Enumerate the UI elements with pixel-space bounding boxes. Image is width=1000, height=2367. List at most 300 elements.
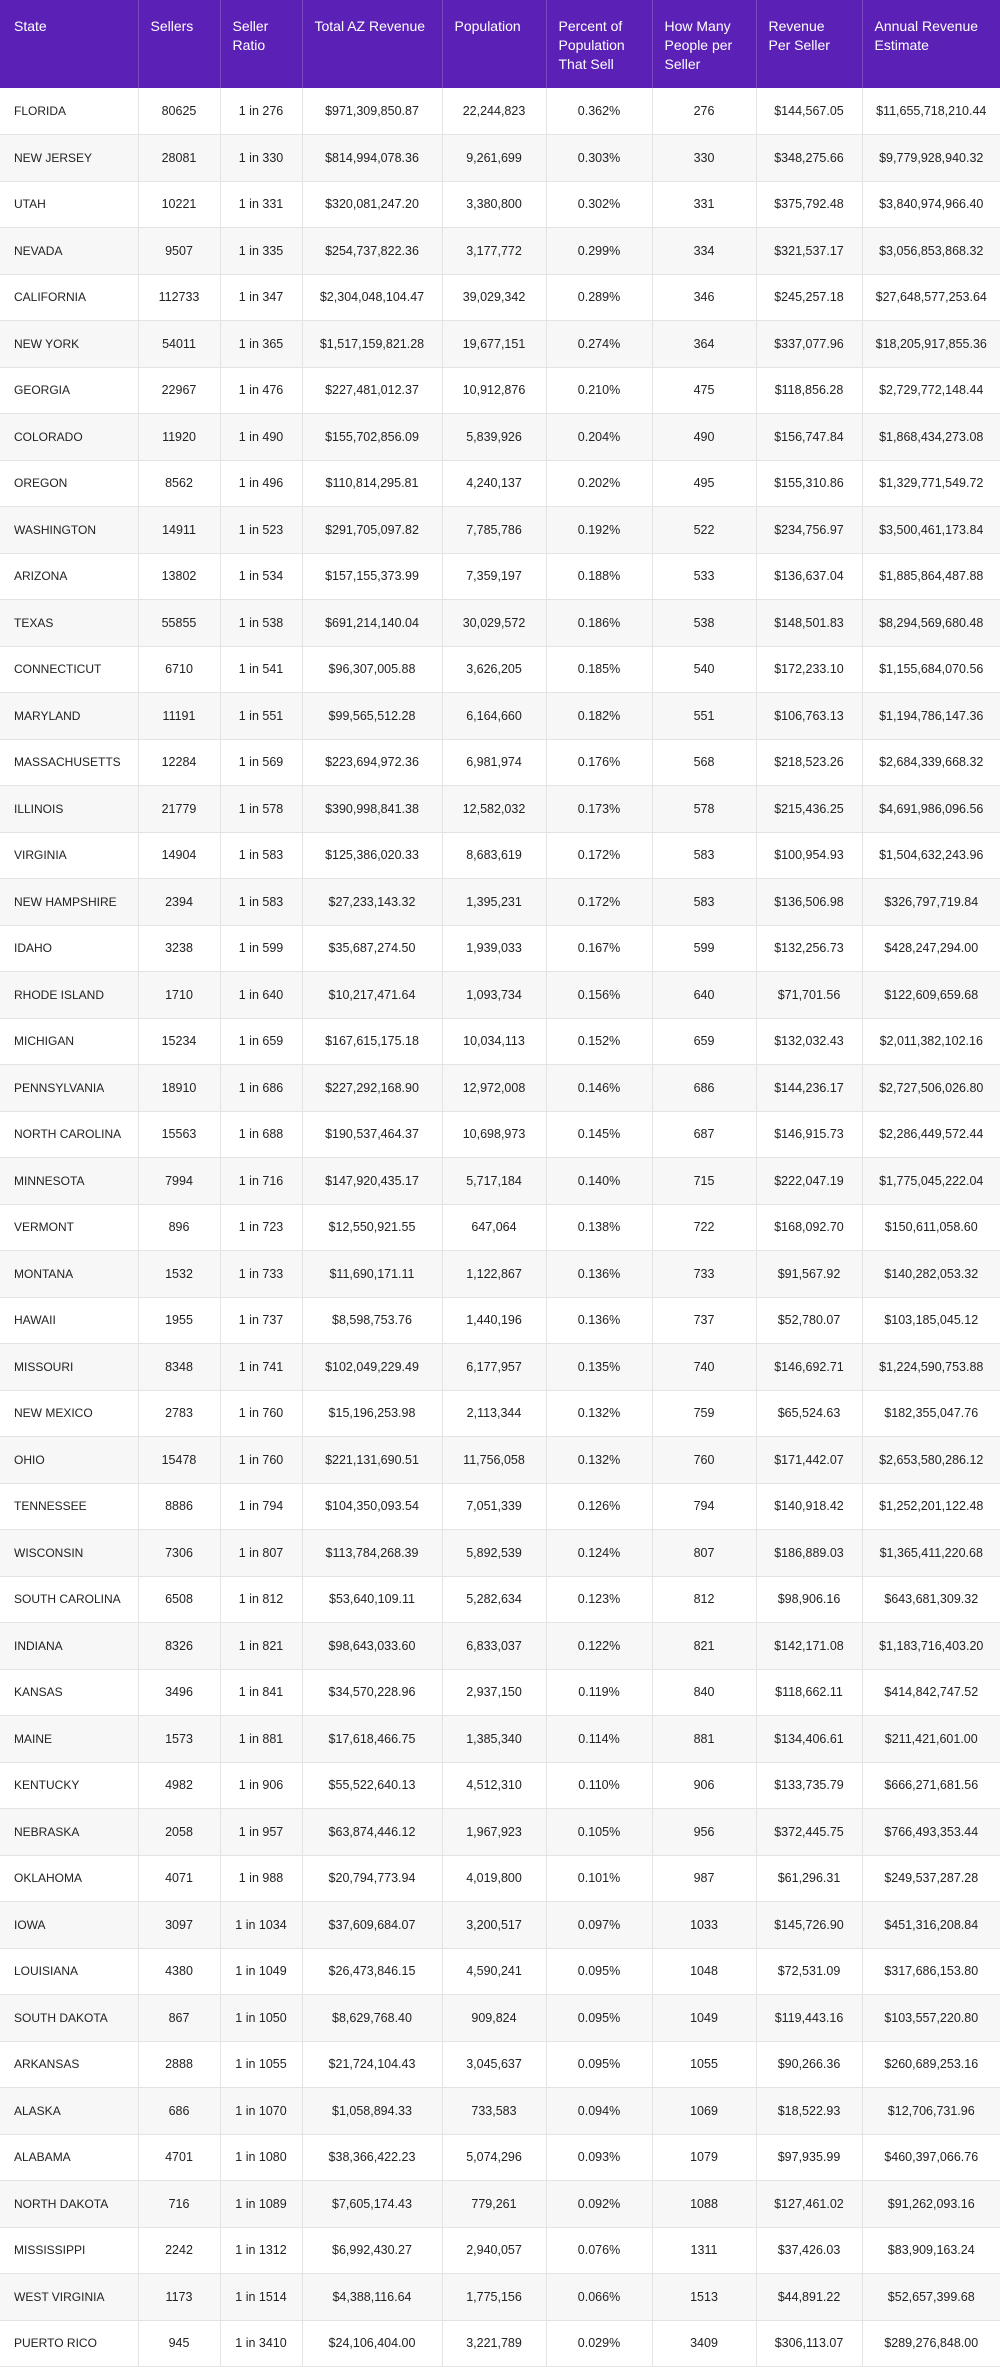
cell-sellers: 4982 — [138, 1762, 220, 1809]
header-population: Population — [442, 0, 546, 88]
cell-revenue-per-seller: $348,275.66 — [756, 135, 862, 182]
cell-seller-ratio: 1 in 1050 — [220, 1995, 302, 2042]
cell-annual-revenue-estimate: $182,355,047.76 — [862, 1390, 1000, 1437]
cell-percent-population-sell: 0.167% — [546, 925, 652, 972]
table-row — [0, 507, 1000, 554]
cell-population: 3,200,517 — [442, 1902, 546, 1949]
header-seller-ratio: Seller Ratio — [220, 0, 302, 88]
cell-sellers: 54011 — [138, 321, 220, 368]
cell-population: 6,177,957 — [442, 1344, 546, 1391]
cell-percent-population-sell: 0.210% — [546, 367, 652, 414]
cell-seller-ratio: 1 in 659 — [220, 1018, 302, 1065]
cell-sellers: 8326 — [138, 1623, 220, 1670]
cell-revenue-per-seller: $171,442.07 — [756, 1437, 862, 1484]
cell-seller-ratio: 1 in 906 — [220, 1762, 302, 1809]
cell-people-per-seller: 794 — [652, 1483, 756, 1530]
cell-percent-population-sell: 0.152% — [546, 1018, 652, 1065]
table-row — [0, 274, 1000, 321]
cell-total-az-revenue: $8,629,768.40 — [302, 1995, 442, 2042]
cell-population: 12,972,008 — [442, 1065, 546, 1112]
cell-percent-population-sell: 0.029% — [546, 2320, 652, 2367]
cell-revenue-per-seller: $337,077.96 — [756, 321, 862, 368]
table-row — [0, 832, 1000, 879]
cell-people-per-seller: 807 — [652, 1530, 756, 1577]
cell-people-per-seller: 495 — [652, 460, 756, 507]
table-row — [0, 414, 1000, 461]
cell-sellers: 14904 — [138, 832, 220, 879]
table-row — [0, 181, 1000, 228]
cell-annual-revenue-estimate: $428,247,294.00 — [862, 925, 1000, 972]
cell-sellers: 15478 — [138, 1437, 220, 1484]
cell-annual-revenue-estimate: $1,885,864,487.88 — [862, 553, 1000, 600]
table-row — [0, 1995, 1000, 2042]
cell-annual-revenue-estimate: $122,609,659.68 — [862, 972, 1000, 1019]
cell-people-per-seller: 740 — [652, 1344, 756, 1391]
cell-state: WISCONSIN — [0, 1530, 138, 1577]
cell-population: 4,590,241 — [442, 1948, 546, 1995]
table-row — [0, 1251, 1000, 1298]
cell-seller-ratio: 1 in 1080 — [220, 2134, 302, 2181]
cell-revenue-per-seller: $44,891.22 — [756, 2274, 862, 2321]
cell-annual-revenue-estimate: $1,252,201,122.48 — [862, 1483, 1000, 1530]
cell-revenue-per-seller: $52,780.07 — [756, 1297, 862, 1344]
cell-revenue-per-seller: $146,692.71 — [756, 1344, 862, 1391]
table-row — [0, 1204, 1000, 1251]
table-row — [0, 321, 1000, 368]
cell-sellers: 13802 — [138, 553, 220, 600]
cell-total-az-revenue: $390,998,841.38 — [302, 786, 442, 833]
cell-percent-population-sell: 0.202% — [546, 460, 652, 507]
table-row — [0, 972, 1000, 1019]
cell-revenue-per-seller: $106,763.13 — [756, 693, 862, 740]
cell-percent-population-sell: 0.135% — [546, 1344, 652, 1391]
cell-total-az-revenue: $20,794,773.94 — [302, 1855, 442, 1902]
header-state: State — [0, 0, 138, 88]
cell-sellers: 2394 — [138, 879, 220, 926]
cell-total-az-revenue: $35,687,274.50 — [302, 925, 442, 972]
cell-revenue-per-seller: $61,296.31 — [756, 1855, 862, 1902]
cell-seller-ratio: 1 in 1312 — [220, 2227, 302, 2274]
cell-revenue-per-seller: $144,236.17 — [756, 1065, 862, 1112]
cell-annual-revenue-estimate: $18,205,917,855.36 — [862, 321, 1000, 368]
table-row — [0, 1902, 1000, 1949]
cell-people-per-seller: 331 — [652, 181, 756, 228]
cell-total-az-revenue: $147,920,435.17 — [302, 1158, 442, 1205]
cell-annual-revenue-estimate: $451,316,208.84 — [862, 1902, 1000, 1949]
cell-seller-ratio: 1 in 583 — [220, 879, 302, 926]
cell-total-az-revenue: $155,702,856.09 — [302, 414, 442, 461]
cell-percent-population-sell: 0.094% — [546, 2088, 652, 2135]
cell-total-az-revenue: $99,565,512.28 — [302, 693, 442, 740]
cell-sellers: 867 — [138, 1995, 220, 2042]
cell-seller-ratio: 1 in 988 — [220, 1855, 302, 1902]
cell-revenue-per-seller: $133,735.79 — [756, 1762, 862, 1809]
cell-population: 5,892,539 — [442, 1530, 546, 1577]
cell-sellers: 6508 — [138, 1576, 220, 1623]
cell-people-per-seller: 533 — [652, 553, 756, 600]
cell-revenue-per-seller: $155,310.86 — [756, 460, 862, 507]
header-total-az-revenue: Total AZ Revenue — [302, 0, 442, 88]
table-row — [0, 1344, 1000, 1391]
cell-seller-ratio: 1 in 1070 — [220, 2088, 302, 2135]
cell-seller-ratio: 1 in 686 — [220, 1065, 302, 1112]
cell-people-per-seller: 475 — [652, 367, 756, 414]
cell-seller-ratio: 1 in 1049 — [220, 1948, 302, 1995]
cell-state: FLORIDA — [0, 88, 138, 135]
cell-total-az-revenue: $190,537,464.37 — [302, 1111, 442, 1158]
cell-percent-population-sell: 0.095% — [546, 2041, 652, 2088]
cell-population: 4,240,137 — [442, 460, 546, 507]
cell-sellers: 7306 — [138, 1530, 220, 1577]
cell-sellers: 11920 — [138, 414, 220, 461]
cell-seller-ratio: 1 in 523 — [220, 507, 302, 554]
cell-total-az-revenue: $24,106,404.00 — [302, 2320, 442, 2367]
cell-revenue-per-seller: $132,032.43 — [756, 1018, 862, 1065]
cell-revenue-per-seller: $98,906.16 — [756, 1576, 862, 1623]
cell-revenue-per-seller: $306,113.07 — [756, 2320, 862, 2367]
cell-annual-revenue-estimate: $317,686,153.80 — [862, 1948, 1000, 1995]
table-row — [0, 1065, 1000, 1112]
cell-sellers: 15563 — [138, 1111, 220, 1158]
cell-population: 5,717,184 — [442, 1158, 546, 1205]
cell-people-per-seller: 687 — [652, 1111, 756, 1158]
cell-people-per-seller: 540 — [652, 646, 756, 693]
cell-annual-revenue-estimate: $3,840,974,966.40 — [862, 181, 1000, 228]
cell-percent-population-sell: 0.302% — [546, 181, 652, 228]
cell-annual-revenue-estimate: $2,729,772,148.44 — [862, 367, 1000, 414]
cell-population: 2,113,344 — [442, 1390, 546, 1437]
cell-people-per-seller: 759 — [652, 1390, 756, 1437]
cell-annual-revenue-estimate: $3,056,853,868.32 — [862, 228, 1000, 275]
cell-people-per-seller: 522 — [652, 507, 756, 554]
cell-sellers: 2242 — [138, 2227, 220, 2274]
cell-state: CONNECTICUT — [0, 646, 138, 693]
cell-percent-population-sell: 0.185% — [546, 646, 652, 693]
table-row — [0, 1158, 1000, 1205]
cell-total-az-revenue: $157,155,373.99 — [302, 553, 442, 600]
cell-seller-ratio: 1 in 578 — [220, 786, 302, 833]
cell-population: 3,221,789 — [442, 2320, 546, 2367]
cell-sellers: 8348 — [138, 1344, 220, 1391]
cell-seller-ratio: 1 in 807 — [220, 1530, 302, 1577]
cell-seller-ratio: 1 in 583 — [220, 832, 302, 879]
cell-percent-population-sell: 0.095% — [546, 1995, 652, 2042]
cell-seller-ratio: 1 in 551 — [220, 693, 302, 740]
cell-population: 1,440,196 — [442, 1297, 546, 1344]
cell-people-per-seller: 956 — [652, 1809, 756, 1856]
cell-sellers: 2888 — [138, 2041, 220, 2088]
cell-revenue-per-seller: $234,756.97 — [756, 507, 862, 554]
table-row — [0, 1716, 1000, 1763]
cell-people-per-seller: 330 — [652, 135, 756, 182]
cell-state: MISSOURI — [0, 1344, 138, 1391]
cell-population: 1,775,156 — [442, 2274, 546, 2321]
cell-seller-ratio: 1 in 794 — [220, 1483, 302, 1530]
cell-seller-ratio: 1 in 841 — [220, 1669, 302, 1716]
cell-seller-ratio: 1 in 331 — [220, 181, 302, 228]
cell-revenue-per-seller: $119,443.16 — [756, 1995, 862, 2042]
cell-state: KANSAS — [0, 1669, 138, 1716]
cell-total-az-revenue: $102,049,229.49 — [302, 1344, 442, 1391]
cell-state: ILLINOIS — [0, 786, 138, 833]
cell-population: 5,839,926 — [442, 414, 546, 461]
table-row — [0, 553, 1000, 600]
cell-sellers: 18910 — [138, 1065, 220, 1112]
cell-state: COLORADO — [0, 414, 138, 461]
table-row — [0, 879, 1000, 926]
cell-state: SOUTH CAROLINA — [0, 1576, 138, 1623]
cell-annual-revenue-estimate: $326,797,719.84 — [862, 879, 1000, 926]
cell-population: 8,683,619 — [442, 832, 546, 879]
cell-seller-ratio: 1 in 1055 — [220, 2041, 302, 2088]
cell-revenue-per-seller: $245,257.18 — [756, 274, 862, 321]
cell-state: ARKANSAS — [0, 2041, 138, 2088]
cell-people-per-seller: 568 — [652, 739, 756, 786]
cell-state: GEORGIA — [0, 367, 138, 414]
cell-revenue-per-seller: $136,637.04 — [756, 553, 862, 600]
cell-percent-population-sell: 0.138% — [546, 1204, 652, 1251]
cell-revenue-per-seller: $37,426.03 — [756, 2227, 862, 2274]
cell-sellers: 2783 — [138, 1390, 220, 1437]
table-row — [0, 1111, 1000, 1158]
cell-sellers: 4701 — [138, 2134, 220, 2181]
cell-annual-revenue-estimate: $140,282,053.32 — [862, 1251, 1000, 1298]
cell-state: INDIANA — [0, 1623, 138, 1670]
cell-seller-ratio: 1 in 365 — [220, 321, 302, 368]
cell-people-per-seller: 3409 — [652, 2320, 756, 2367]
cell-population: 10,034,113 — [442, 1018, 546, 1065]
cell-sellers: 686 — [138, 2088, 220, 2135]
cell-seller-ratio: 1 in 330 — [220, 135, 302, 182]
cell-population: 30,029,572 — [442, 600, 546, 647]
cell-population: 3,626,205 — [442, 646, 546, 693]
cell-population: 11,756,058 — [442, 1437, 546, 1484]
cell-total-az-revenue: $10,217,471.64 — [302, 972, 442, 1019]
cell-sellers: 55855 — [138, 600, 220, 647]
cell-people-per-seller: 346 — [652, 274, 756, 321]
cell-annual-revenue-estimate: $103,185,045.12 — [862, 1297, 1000, 1344]
cell-total-az-revenue: $15,196,253.98 — [302, 1390, 442, 1437]
table-row — [0, 739, 1000, 786]
cell-people-per-seller: 659 — [652, 1018, 756, 1065]
cell-total-az-revenue: $37,609,684.07 — [302, 1902, 442, 1949]
cell-sellers: 9507 — [138, 228, 220, 275]
cell-annual-revenue-estimate: $3,500,461,173.84 — [862, 507, 1000, 554]
cell-percent-population-sell: 0.119% — [546, 1669, 652, 1716]
cell-annual-revenue-estimate: $460,397,066.76 — [862, 2134, 1000, 2181]
cell-sellers: 11191 — [138, 693, 220, 740]
cell-population: 10,912,876 — [442, 367, 546, 414]
cell-people-per-seller: 1069 — [652, 2088, 756, 2135]
cell-total-az-revenue: $227,292,168.90 — [302, 1065, 442, 1112]
cell-seller-ratio: 1 in 737 — [220, 1297, 302, 1344]
cell-population: 1,967,923 — [442, 1809, 546, 1856]
cell-population: 19,677,151 — [442, 321, 546, 368]
cell-percent-population-sell: 0.188% — [546, 553, 652, 600]
cell-total-az-revenue: $63,874,446.12 — [302, 1809, 442, 1856]
cell-people-per-seller: 364 — [652, 321, 756, 368]
cell-sellers: 1573 — [138, 1716, 220, 1763]
cell-percent-population-sell: 0.124% — [546, 1530, 652, 1577]
cell-seller-ratio: 1 in 957 — [220, 1809, 302, 1856]
cell-population: 3,045,637 — [442, 2041, 546, 2088]
cell-state: MISSISSIPPI — [0, 2227, 138, 2274]
cell-seller-ratio: 1 in 821 — [220, 1623, 302, 1670]
cell-total-az-revenue: $26,473,846.15 — [302, 1948, 442, 1995]
cell-seller-ratio: 1 in 640 — [220, 972, 302, 1019]
cell-state: ALABAMA — [0, 2134, 138, 2181]
cell-percent-population-sell: 0.303% — [546, 135, 652, 182]
cell-percent-population-sell: 0.105% — [546, 1809, 652, 1856]
cell-population: 1,093,734 — [442, 972, 546, 1019]
table-row — [0, 228, 1000, 275]
cell-seller-ratio: 1 in 476 — [220, 367, 302, 414]
table-row — [0, 786, 1000, 833]
cell-annual-revenue-estimate: $2,286,449,572.44 — [862, 1111, 1000, 1158]
cell-annual-revenue-estimate: $91,262,093.16 — [862, 2181, 1000, 2228]
cell-annual-revenue-estimate: $2,653,580,286.12 — [862, 1437, 1000, 1484]
cell-percent-population-sell: 0.093% — [546, 2134, 652, 2181]
cell-people-per-seller: 760 — [652, 1437, 756, 1484]
cell-sellers: 2058 — [138, 1809, 220, 1856]
cell-annual-revenue-estimate: $1,194,786,147.36 — [862, 693, 1000, 740]
cell-people-per-seller: 1079 — [652, 2134, 756, 2181]
cell-seller-ratio: 1 in 541 — [220, 646, 302, 693]
cell-revenue-per-seller: $168,092.70 — [756, 1204, 862, 1251]
cell-annual-revenue-estimate: $9,779,928,940.32 — [862, 135, 1000, 182]
cell-sellers: 15234 — [138, 1018, 220, 1065]
table-row — [0, 460, 1000, 507]
cell-annual-revenue-estimate: $27,648,577,253.64 — [862, 274, 1000, 321]
cell-seller-ratio: 1 in 347 — [220, 274, 302, 321]
cell-state: WASHINGTON — [0, 507, 138, 554]
table-row — [0, 1762, 1000, 1809]
cell-seller-ratio: 1 in 741 — [220, 1344, 302, 1391]
cell-total-az-revenue: $291,705,097.82 — [302, 507, 442, 554]
cell-revenue-per-seller: $97,935.99 — [756, 2134, 862, 2181]
cell-annual-revenue-estimate: $11,655,718,210.44 — [862, 88, 1000, 135]
cell-seller-ratio: 1 in 1089 — [220, 2181, 302, 2228]
cell-seller-ratio: 1 in 276 — [220, 88, 302, 135]
cell-population: 1,939,033 — [442, 925, 546, 972]
cell-revenue-per-seller: $222,047.19 — [756, 1158, 862, 1205]
cell-revenue-per-seller: $127,461.02 — [756, 2181, 862, 2228]
cell-state: PUERTO RICO — [0, 2320, 138, 2367]
cell-revenue-per-seller: $172,233.10 — [756, 646, 862, 693]
cell-annual-revenue-estimate: $289,276,848.00 — [862, 2320, 1000, 2367]
cell-percent-population-sell: 0.362% — [546, 88, 652, 135]
cell-percent-population-sell: 0.186% — [546, 600, 652, 647]
cell-state: RHODE ISLAND — [0, 972, 138, 1019]
cell-percent-population-sell: 0.176% — [546, 739, 652, 786]
cell-sellers: 1710 — [138, 972, 220, 1019]
cell-percent-population-sell: 0.299% — [546, 228, 652, 275]
cell-seller-ratio: 1 in 1514 — [220, 2274, 302, 2321]
cell-state: MINNESOTA — [0, 1158, 138, 1205]
cell-population: 2,937,150 — [442, 1669, 546, 1716]
cell-state: NORTH DAKOTA — [0, 2181, 138, 2228]
cell-state: KENTUCKY — [0, 1762, 138, 1809]
cell-annual-revenue-estimate: $83,909,163.24 — [862, 2227, 1000, 2274]
cell-annual-revenue-estimate: $766,493,353.44 — [862, 1809, 1000, 1856]
cell-people-per-seller: 490 — [652, 414, 756, 461]
cell-total-az-revenue: $11,690,171.11 — [302, 1251, 442, 1298]
cell-total-az-revenue: $223,694,972.36 — [302, 739, 442, 786]
cell-annual-revenue-estimate: $643,681,309.32 — [862, 1576, 1000, 1623]
cell-seller-ratio: 1 in 496 — [220, 460, 302, 507]
table-row — [0, 693, 1000, 740]
cell-seller-ratio: 1 in 723 — [220, 1204, 302, 1251]
cell-state: LOUISIANA — [0, 1948, 138, 1995]
cell-revenue-per-seller: $90,266.36 — [756, 2041, 862, 2088]
table-row — [0, 1018, 1000, 1065]
cell-annual-revenue-estimate: $249,537,287.28 — [862, 1855, 1000, 1902]
cell-percent-population-sell: 0.123% — [546, 1576, 652, 1623]
cell-population: 9,261,699 — [442, 135, 546, 182]
cell-state: IOWA — [0, 1902, 138, 1949]
cell-annual-revenue-estimate: $1,868,434,273.08 — [862, 414, 1000, 461]
cell-seller-ratio: 1 in 569 — [220, 739, 302, 786]
cell-population: 6,981,974 — [442, 739, 546, 786]
cell-percent-population-sell: 0.172% — [546, 832, 652, 879]
cell-percent-population-sell: 0.097% — [546, 1902, 652, 1949]
cell-sellers: 716 — [138, 2181, 220, 2228]
cell-people-per-seller: 599 — [652, 925, 756, 972]
cell-total-az-revenue: $971,309,850.87 — [302, 88, 442, 135]
cell-revenue-per-seller: $156,747.84 — [756, 414, 862, 461]
cell-percent-population-sell: 0.146% — [546, 1065, 652, 1112]
table-row — [0, 1809, 1000, 1856]
cell-annual-revenue-estimate: $150,611,058.60 — [862, 1204, 1000, 1251]
cell-people-per-seller: 840 — [652, 1669, 756, 1716]
cell-sellers: 28081 — [138, 135, 220, 182]
cell-percent-population-sell: 0.132% — [546, 1437, 652, 1484]
cell-people-per-seller: 583 — [652, 879, 756, 926]
table-row — [0, 135, 1000, 182]
cell-population: 779,261 — [442, 2181, 546, 2228]
cell-state: NORTH CAROLINA — [0, 1111, 138, 1158]
cell-sellers: 4071 — [138, 1855, 220, 1902]
cell-state: MARYLAND — [0, 693, 138, 740]
cell-annual-revenue-estimate: $414,842,747.52 — [862, 1669, 1000, 1716]
table-row — [0, 1669, 1000, 1716]
cell-total-az-revenue: $691,214,140.04 — [302, 600, 442, 647]
cell-population: 6,833,037 — [442, 1623, 546, 1670]
cell-percent-population-sell: 0.132% — [546, 1390, 652, 1437]
cell-annual-revenue-estimate: $1,155,684,070.56 — [862, 646, 1000, 693]
cell-state: UTAH — [0, 181, 138, 228]
cell-revenue-per-seller: $375,792.48 — [756, 181, 862, 228]
cell-people-per-seller: 987 — [652, 1855, 756, 1902]
cell-seller-ratio: 1 in 534 — [220, 553, 302, 600]
cell-revenue-per-seller: $372,445.75 — [756, 1809, 862, 1856]
table-row — [0, 1576, 1000, 1623]
cell-sellers: 12284 — [138, 739, 220, 786]
cell-population: 4,512,310 — [442, 1762, 546, 1809]
cell-percent-population-sell: 0.092% — [546, 2181, 652, 2228]
cell-sellers: 6710 — [138, 646, 220, 693]
cell-annual-revenue-estimate: $260,689,253.16 — [862, 2041, 1000, 2088]
cell-percent-population-sell: 0.274% — [546, 321, 652, 368]
cell-revenue-per-seller: $71,701.56 — [756, 972, 862, 1019]
cell-seller-ratio: 1 in 335 — [220, 228, 302, 275]
cell-state: MAINE — [0, 1716, 138, 1763]
cell-revenue-per-seller: $146,915.73 — [756, 1111, 862, 1158]
cell-percent-population-sell: 0.136% — [546, 1297, 652, 1344]
table-row — [0, 2320, 1000, 2367]
cell-state: MONTANA — [0, 1251, 138, 1298]
cell-percent-population-sell: 0.101% — [546, 1855, 652, 1902]
